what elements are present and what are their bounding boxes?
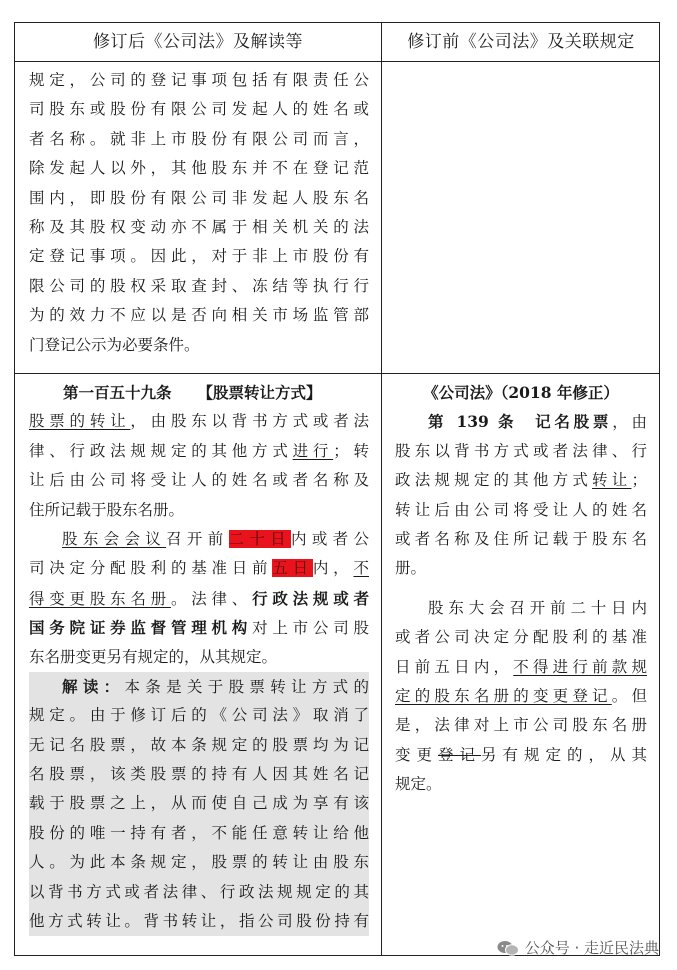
old-law-title: 《公司法》（2018 年修正） [423,383,619,402]
body-line: 者名称。就非上市股份有限公司而言， [29,129,369,148]
old-law-line: 变更登记另有规定的，从其 [395,745,647,764]
body-line: 除发起人以外，其他股东并不在登记范 [29,159,369,178]
interpretation-line: 股份的唯一持有者，不能任意转让给他 [29,819,369,848]
article-line: 得变更股东名册。法律、行政法规或者 [29,588,369,608]
article-tag: 【股票转让方式】 [197,383,322,402]
old-law-line: 转让后由公司将受让人的姓名 [395,500,647,519]
old-law-line: 定的股东名册的变更登记。但 [395,686,647,705]
body-line: 门登记公示为必要条件。 [29,335,200,354]
interpretation-line: 无记名股票，故本条规定的股票均为记 [29,731,369,760]
old-law-line: 政法规规定的其他方式转让； [395,471,647,490]
body-line: 司股东或股份有限公司发起人的姓名或 [29,100,369,119]
old-law-line: 股东大会召开前二十日内 [428,598,647,617]
old-law-line: 是，法律对上市公司股东名册 [395,716,647,735]
interpretation-line: 规定。由于修订后的《公司法》取消了 [29,701,369,730]
header-revised: 修订后《公司法》及解读等 [93,32,303,52]
old-law-line: 日前五日内，不得进行前款规 [395,657,647,676]
body-line: 规定，公司的登记事项包括有限责任公 [29,71,369,89]
comparison-table [14,22,660,956]
article-line: 住所记载于股东名册。 [29,500,185,519]
article-line: 国务院证券监督管理机构对上市公司股 [29,618,369,638]
article-line: 律、行政法规规定的其他方式进行；转 [29,441,369,460]
row-divider [15,373,659,374]
deleted-text: 登记 [438,745,481,764]
article-line: 股票的转让，由股东以背书方式或者法 [29,412,369,431]
highlight-mark: 五日 [272,559,313,578]
interpretation-block [29,672,369,937]
article-heading [29,378,369,407]
old-law-line: 或者名称及住所记载于股东名 [395,529,647,548]
interpretation-line: 名股票，该类股票的持有人因其姓名记 [29,760,369,789]
old-law-line: 或者公司决定分配股利的基准 [395,628,647,647]
upper-left-cell [29,66,369,360]
old-law-line: 册。 [395,559,427,578]
article-line: 让后由公司将受让人的姓名或者名称及 [29,471,369,490]
article-line: 股东会会议召开前二十日内或者公 [62,529,369,548]
wechat-icon [497,940,519,956]
article-line: 东名册变更另有规定的，从其规定。 [29,647,278,666]
column-divider [381,23,382,955]
article-title: 第一百五十九条 [63,383,172,402]
interpretation-line: 人。为此本条规定，股票的转让由股东 [29,848,369,877]
interpretation-line: 载于股票之上，从而使自己成为享有该 [29,789,369,818]
body-line: 称及其股权变动亦不属于相关机关的法 [29,217,369,236]
body-line: 定登记事项。因此，对于非上市股份有 [29,247,369,266]
right-cell [395,378,647,799]
lower-left-cell [29,378,369,936]
body-line: 为的效力不应以是否向相关市场监管部 [29,306,369,325]
interpretation-line: 他方式转让。背书转让，指公司股份持有 [29,907,369,936]
highlight-mark: 二十日 [228,529,291,548]
header-original: 修订前《公司法》及关联规定 [407,32,635,52]
interpretation-line: 以背书方式或者法律、行政法规规定的其 [29,878,369,907]
interpretation-line: 解读：本条是关于股票转让方式的 [29,672,369,701]
header-divider [15,61,659,62]
body-line: 围内，即股份有限公司非发起人股东名 [29,188,369,207]
old-law-line: 股东以背书方式或者法律、行 [395,441,647,460]
article-line: 司决定分配股利的基准日前五日内，不 [29,559,369,578]
watermark-text: 公众号 · 走近民法典 [524,939,659,957]
body-line: 限公司的股权采取查封、冻结等执行行 [29,276,369,295]
old-law-line: 第 139 条 记名股票，由 [428,412,647,432]
watermark [497,937,659,958]
old-law-line: 规定。 [395,775,442,794]
